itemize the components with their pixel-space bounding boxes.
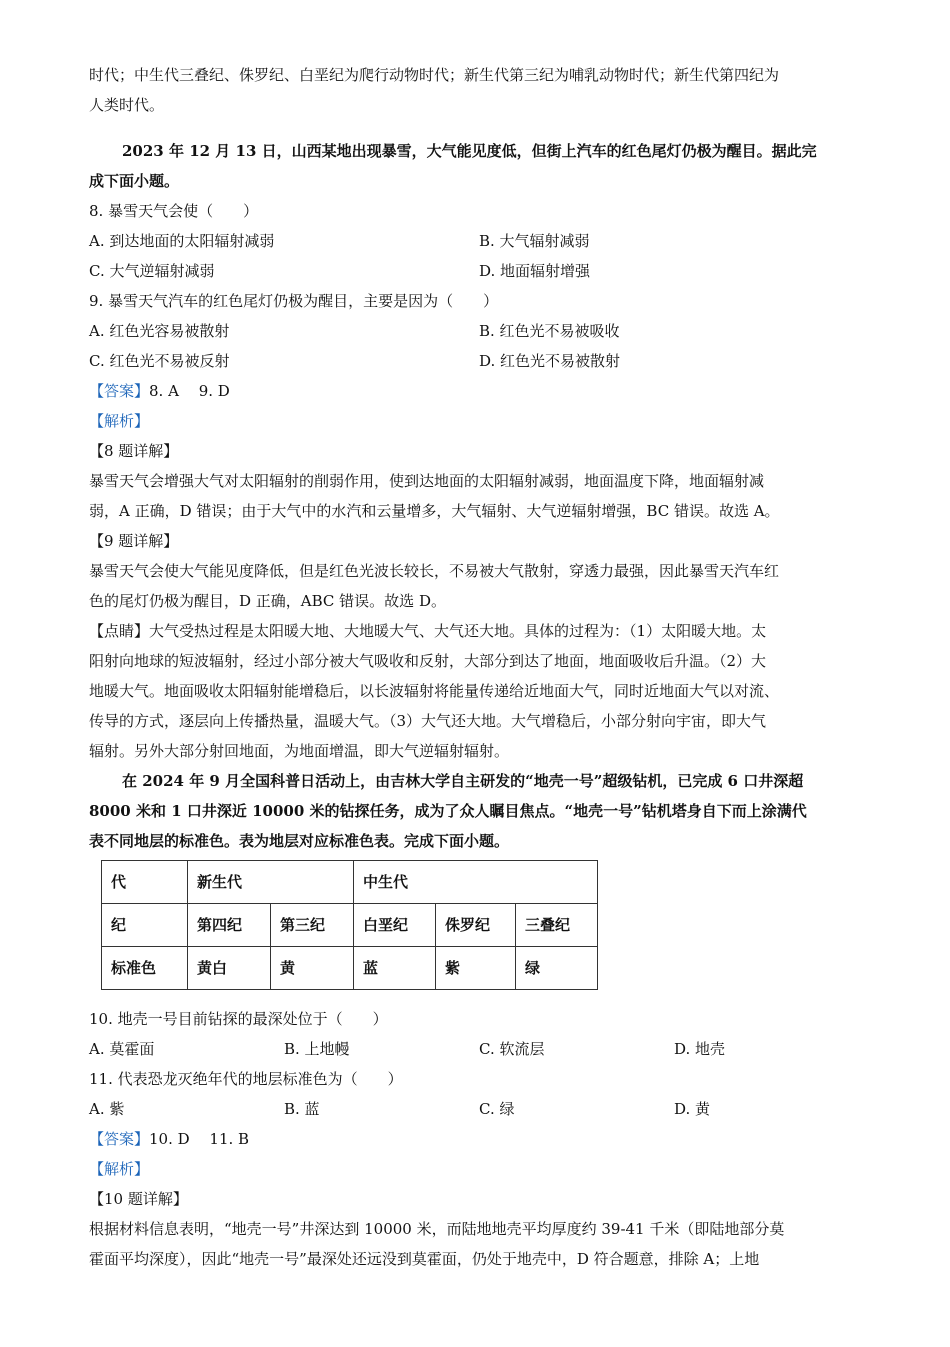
table-cell: 黄白 [188, 947, 271, 990]
q10-stem: 10. 地壳一号目前钻探的最深处位于（ ） [89, 1010, 388, 1028]
q11-stem: 11. 代表恐龙灭绝年代的地层标准色为（ ） [89, 1070, 403, 1088]
table-cell: 绿 [516, 947, 598, 990]
q11-option-a: A. 紫 [89, 1100, 125, 1118]
passage2-line-1: 在 2024 年 9 月全国科普日活动上，由吉林大学自主研发的“地壳一号”超级钻机，已完成 6 口井深超 [122, 772, 804, 790]
q11-options [89, 1094, 861, 1124]
tip-line-5: 辐射。另外大部分射回地面，为地面增温，即大气逆辐射辐射。 [89, 742, 510, 760]
q11-option-d: D. 黄 [674, 1100, 711, 1118]
detail-9-title: 【9 题详解】 [89, 532, 179, 550]
q8-stem: 8. 暴雪天气会使（ ） [89, 202, 259, 220]
intro-line-2: 人类时代。 [89, 96, 165, 114]
table-cell: 蓝 [354, 947, 436, 990]
table-cell: 第三纪 [271, 904, 354, 947]
table-cell: 三叠纪 [516, 904, 598, 947]
q10-option-d: D. 地壳 [674, 1040, 726, 1058]
answer-8-9 [89, 376, 861, 406]
q8-option-c: C. 大气逆辐射减弱 [89, 262, 215, 280]
answer-10-11 [89, 1124, 861, 1154]
table-row [102, 861, 598, 904]
strata-color-table [101, 860, 598, 990]
tip-line-4: 传导的方式，逐层向上传播热量，温暖大气。（3）大气还大地。大气增稳后，小部分射向宇宙，即大气 [89, 712, 767, 730]
q9-stem: 9. 暴雪天气汽车的红色尾灯仍极为醒目，主要是因为（ ） [89, 292, 499, 310]
detail-10-title: 【10 题详解】 [89, 1190, 188, 1208]
passage1-line-1: 2023 年 12 月 13 日，山西某地出现暴雪，大气能见度低，但街上汽车的红色尾灯仍极为醒目。据此完 [122, 142, 817, 160]
q11-option-c: C. 绿 [479, 1100, 515, 1118]
q8-option-d: D. 地面辐射增强 [479, 262, 591, 280]
table-cell: 黄 [271, 947, 354, 990]
table-cell: 白垩纪 [354, 904, 436, 947]
table-cell: 新生代 [188, 861, 354, 904]
detail-10-line-2: 霍面平均深度），因此“地壳一号”最深处还远没到莫霍面，仍处于地壳中，D 符合题意，排除 A；上地 [89, 1250, 760, 1268]
answer-tag: 【答案】 [89, 1130, 150, 1148]
table-cell: 第四纪 [188, 904, 271, 947]
detail-10-line-1: 根据材料信息表明，“地壳一号”井深达到 10000 米，而陆地地壳平均厚度约 39-41 千米（即陆地部分莫 [89, 1220, 785, 1238]
tip-line-2: 阳射向地球的短波辐射，经过小部分被大气吸收和反射，大部分到达了地面，地面吸收后升温。（2）大 [89, 652, 767, 670]
tip-text: 大气受热过程是太阳暖大地、大地暖大气、大气还大地。具体的过程为：（1）太阳暖大地。太 [149, 622, 767, 640]
q9-options [89, 316, 861, 376]
q10-option-c: C. 软流层 [479, 1040, 545, 1058]
detail-9-line-2: 色的尾灯仍极为醒目，D 正确，ABC 错误。故选 D。 [89, 592, 446, 610]
q9-option-a: A. 红色光容易被散射 [89, 322, 230, 340]
tip-tag: 【点睛】 [89, 622, 150, 640]
analysis-tag: 【解析】 [89, 412, 150, 430]
q8-option-b: B. 大气辐射减弱 [479, 232, 590, 250]
answer-text: 10. D 11. B [149, 1130, 250, 1148]
table-cell: 代 [102, 861, 188, 904]
q10-option-b: B. 上地幔 [284, 1040, 350, 1058]
passage1-line-2: 成下面小题。 [89, 172, 180, 190]
intro-line-1: 时代；中生代三叠纪、侏罗纪、白垩纪为爬行动物时代；新生代第三纪为哺乳动物时代；新生代第四纪为 [89, 66, 780, 84]
table-row [102, 904, 598, 947]
q10-options [89, 1034, 861, 1064]
table-cell: 中生代 [354, 861, 598, 904]
analysis-tag: 【解析】 [89, 1160, 150, 1178]
q9-option-d: D. 红色光不易被散射 [479, 352, 621, 370]
document-page [89, 60, 861, 1274]
table-cell: 纪 [102, 904, 188, 947]
q9-option-b: B. 红色光不易被吸收 [479, 322, 620, 340]
q11-option-b: B. 蓝 [284, 1100, 320, 1118]
q10-option-a: A. 莫霍面 [89, 1040, 155, 1058]
table-row [102, 947, 598, 990]
detail-8-title: 【8 题详解】 [89, 442, 179, 460]
detail-9-line-1: 暴雪天气会使大气能见度降低，但是红色光波长较长，不易被大气散射，穿透力最强，因此暴雪天汽车红 [89, 562, 780, 580]
q8-option-a: A. 到达地面的太阳辐射减弱 [89, 232, 275, 250]
table-cell: 侏罗纪 [436, 904, 516, 947]
detail-8-line-1: 暴雪天气会增强大气对太阳辐射的削弱作用，使到达地面的太阳辐射减弱，地面温度下降，地面辐射减 [89, 472, 765, 490]
passage2-line-2: 8000 米和 1 口井深近 10000 米的钻探任务，成为了众人瞩目焦点。“地壳一号”钻机塔身自下而上涂满代 [89, 802, 807, 820]
tip-line-1 [89, 616, 861, 646]
q8-options [89, 226, 861, 286]
answer-text: 8. A 9. D [149, 382, 230, 400]
passage2-line-3: 表不同地层的标准色。表为地层对应标准色表。完成下面小题。 [89, 832, 510, 850]
table-cell: 标准色 [102, 947, 188, 990]
detail-8-line-2: 弱，A 正确，D 错误；由于大气中的水汽和云量增多，大气辐射、大气逆辐射增强，BC 错误。故选 A。 [89, 502, 780, 520]
q9-option-c: C. 红色光不易被反射 [89, 352, 230, 370]
tip-line-3: 地暖大气。地面吸收太阳辐射能增稳后，以长波辐射将能量传递给近地面大气，同时近地面大气以对流、 [89, 682, 780, 700]
table-cell: 紫 [436, 947, 516, 990]
answer-tag: 【答案】 [89, 382, 150, 400]
